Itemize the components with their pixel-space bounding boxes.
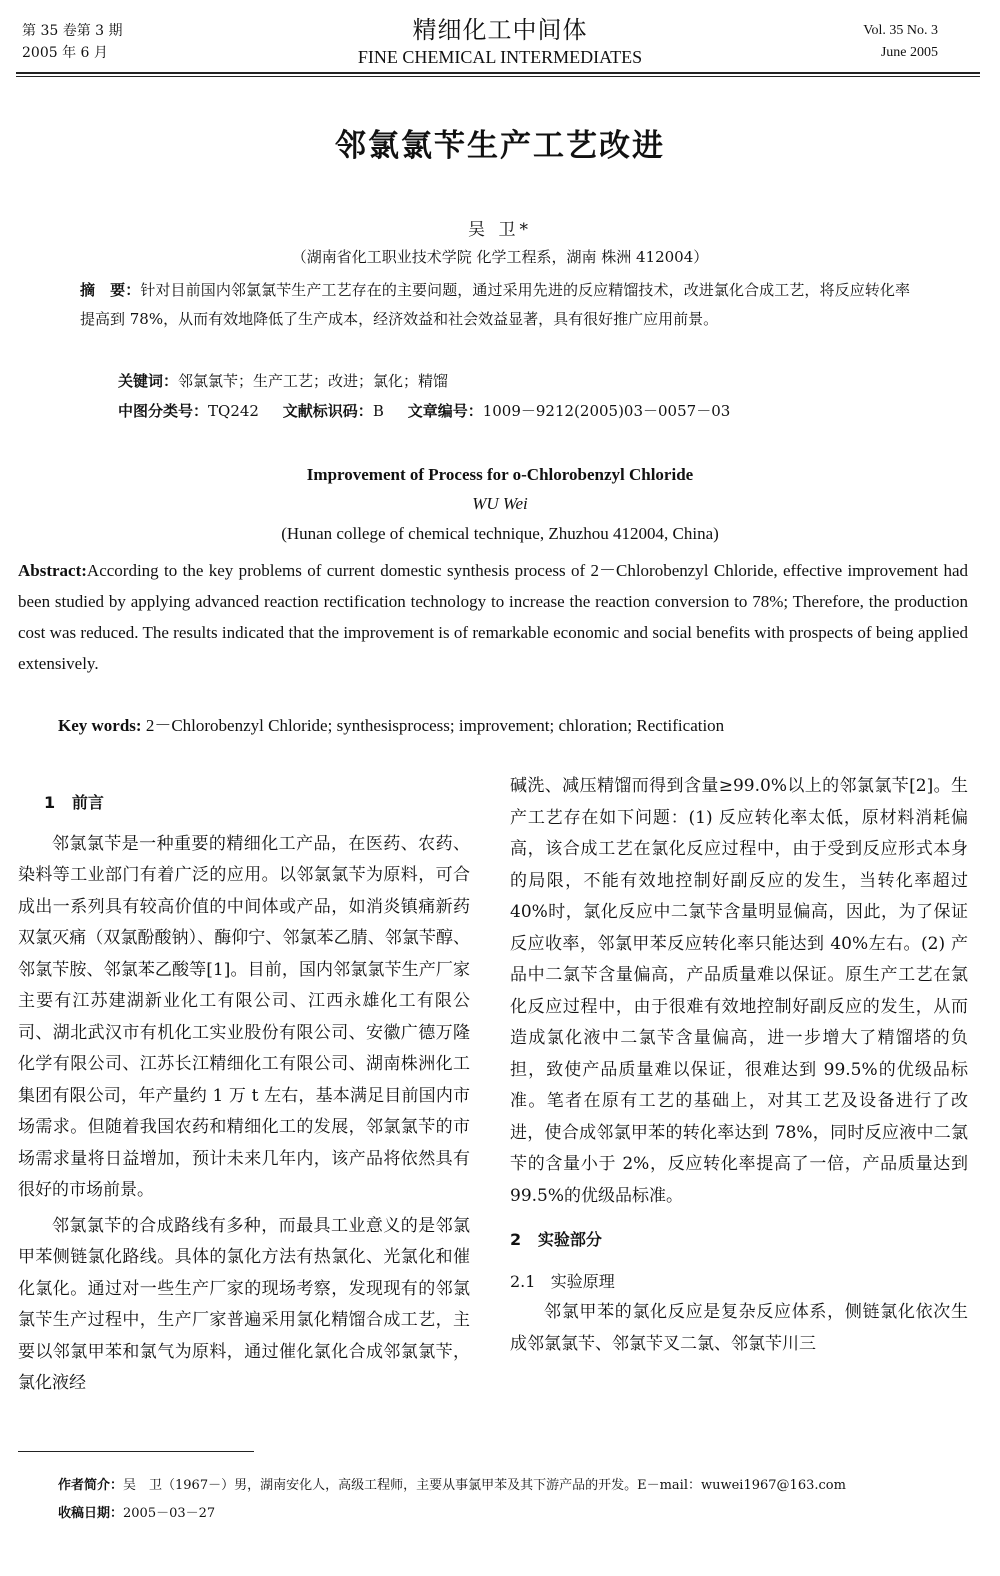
body-column-right — [510, 771, 968, 1360]
issue-number-en: Vol. 35 No. 3 — [863, 23, 938, 38]
section-1-para-1: 邻氯氯苄是一种重要的精细化工产品，在医药、农药、染料等工业部门有着广泛的应用。以邻氯氯苄为原料，可合成出一系列具有较高价值的中间体或产品，如消炎镇痛新药双氯灭痛（双氯酚酸钠）、酶仰宁、邻氯苯乙腈、邻氯苄醇、邻氯苄胺、邻氯苯乙酸等[1]。目前，国内邻氯氯苄生产厂家主要有江苏建湖新业化工有限公司、江西永雄化工有限公司、湖北武汉市有机化工实业股份有限公司、安徽广德万隆化学有限公司、江苏长江精细化工有限公司、湖南株洲化工集团有限公司，年产量约 1 万 t 左右，基本满足目前国内市场需求。但随着我国农药和精细化工的发展，邻氯氯苄的市场需求量将日益增加，预计未来几年内，该产品将依然具有很好的市场前景。 — [18, 833, 470, 1200]
keywords-cn-label: 关键词： — [118, 372, 179, 390]
abstract-en — [18, 555, 968, 679]
article-id-label: 文章编号： — [407, 402, 483, 420]
article-id-value: 1009－9212(2005)03－0057－03 — [482, 402, 731, 420]
section-2-para-1: 邻氯甲苯的氯化反应是复杂反应体系，侧链氯化依次生成邻氯氯苄、邻氯苄叉二氯、邻氯苄川三 — [510, 1302, 968, 1354]
author-en: WU Wei — [472, 494, 528, 513]
subsection-2-1-number: 2.1 — [510, 1271, 536, 1291]
section-1-heading — [44, 787, 470, 819]
author-bio-text: 吴 卫（1967－）男，湖南安化人，高级工程师，主要从事氯甲苯及其下游产品的开发。E－mail：wuwei1967@163.com — [123, 1478, 846, 1493]
journal-masthead — [0, 10, 1000, 68]
footnote — [58, 1472, 846, 1528]
author-cn: 吴 卫* — [468, 220, 532, 240]
author-bio — [58, 1472, 846, 1500]
issue-number-cn: 第 35 卷第 3 期 — [22, 23, 123, 39]
abstract-cn — [80, 276, 910, 334]
section-2-number: 2 — [510, 1230, 522, 1249]
issue-date-cn: 2005 年 6 月 — [22, 45, 108, 61]
affiliation-cn: （湖南省化工职业技术学院 化学工程系，湖南 株洲 412004） — [291, 248, 709, 266]
clc-label: 中图分类号： — [118, 402, 209, 420]
keywords-cn-text: 邻氯氯苄；生产工艺；改进；氯化；精馏 — [178, 372, 449, 390]
affiliation-en: (Hunan college of chemical technique, Zhuzhou 412004, China) — [281, 524, 719, 543]
keywords-en — [58, 711, 724, 736]
abstract-cn-label: 摘 要： — [80, 281, 141, 299]
issue-date-en: June 2005 — [880, 45, 938, 60]
section-1-number: 1 — [44, 793, 56, 812]
received-date-text: 2005－03－27 — [123, 1506, 216, 1521]
section-2-heading — [510, 1224, 968, 1256]
doc-code-value: B — [372, 402, 384, 420]
keywords-en-text: 2－Chlorobenzyl Chloride; synthesisprocess; improvement; chloration; Rectification — [145, 716, 725, 735]
journal-title-en: FINE CHEMICAL INTERMEDIATES — [357, 47, 643, 67]
keywords-cn — [118, 370, 448, 391]
section-2-title: 实验部分 — [537, 1230, 602, 1249]
header-divider — [16, 72, 980, 77]
section-1-para-2: 邻氯氯苄的合成路线有多种，而最具工业意义的是邻氯甲苯侧链氯化路线。具体的氯化方法有热氯化、光氯化和催化氯化。通过对一些生产厂家的现场考察，发现现有的邻氯氯苄生产过程中，生产厂家普遍采用氯化精馏合成工艺，主要以邻氯甲苯和氯气为原料，通过催化氯化合成邻氯氯苄，氯化液经 — [18, 1215, 470, 1393]
footnote-divider — [18, 1451, 254, 1452]
doc-code-label: 文献标识码： — [282, 402, 373, 420]
body-column-left — [18, 787, 470, 1400]
section-1-para-3: 碱洗、减压精馏而得到含量≥99.0%以上的邻氯氯苄[2]。生产工艺存在如下问题：(1) 反应转化率太低，原材料消耗偏高，该合成工艺在氯化反应过程中，由于受到反应形式本身的局限，不能有效地控制好副反应的发生，当转化率超过 40%时，氯化反应中二氯苄含量明显偏高，因此，为了保证反应收率，邻氯甲苯反应转化率只能达到 40%左右。(2) 产品中二氯苄含量偏高，产品质量难以保证。原生产工艺在氯化反应过程中，由于很难有效地控制好副反应的发生，从而造成氯化液中二氯苄含量偏高，进一步增大了精馏塔的负担，致使产品质量难以保证，很难达到 99.5%的优级品标准。笔者在原有工艺的基础上，对其工艺及设备进行了改进，使合成邻氯甲苯的转化率达到 78%，同时反应液中二氯苄的含量小于 2%，反应转化率提高了一倍，产品质量达到 99.5%的优级品标准。 — [510, 776, 968, 1206]
journal-title-cn: 精细化工中间体 — [412, 16, 588, 44]
article-title-en: Improvement of Process for o-Chlorobenzyl Chloride — [306, 465, 694, 484]
abstract-cn-text: 针对目前国内邻氯氯苄生产工艺存在的主要问题，通过采用先进的反应精馏技术，改进氯化合成工艺，将反应转化率提高到 78%，从而有效地降低了生产成本，经济效益和社会效益显著，具有很好推广应用前景。 — [80, 281, 910, 328]
received-date — [58, 1500, 846, 1528]
author-bio-label: 作者简介： — [58, 1478, 124, 1493]
article-title-cn: 邻氯氯苄生产工艺改进 — [335, 128, 665, 164]
abstract-en-text: According to the key problems of current domestic synthesis process of 2－Chlorobenzyl Chloride, effective improvement had been studied by applying advanced reaction rectification technology to increase the reaction conversion to 78%; Therefore, the production cost was reduced. The results indicated that the improvement is of remarkable economic and social benefits with prospects of being applied extensively. — [18, 561, 968, 673]
subsection-2-1-heading — [510, 1266, 968, 1298]
section-1-title: 前言 — [71, 793, 104, 812]
keywords-en-label: Key words: — [58, 716, 142, 735]
subsection-2-1-title: 实验原理 — [550, 1271, 615, 1291]
issue-info-en — [863, 20, 938, 64]
abstract-en-label: Abstract: — [18, 561, 87, 580]
clc-value: TQ242 — [208, 402, 259, 420]
received-date-label: 收稿日期： — [58, 1506, 124, 1521]
classification-line — [118, 400, 730, 421]
